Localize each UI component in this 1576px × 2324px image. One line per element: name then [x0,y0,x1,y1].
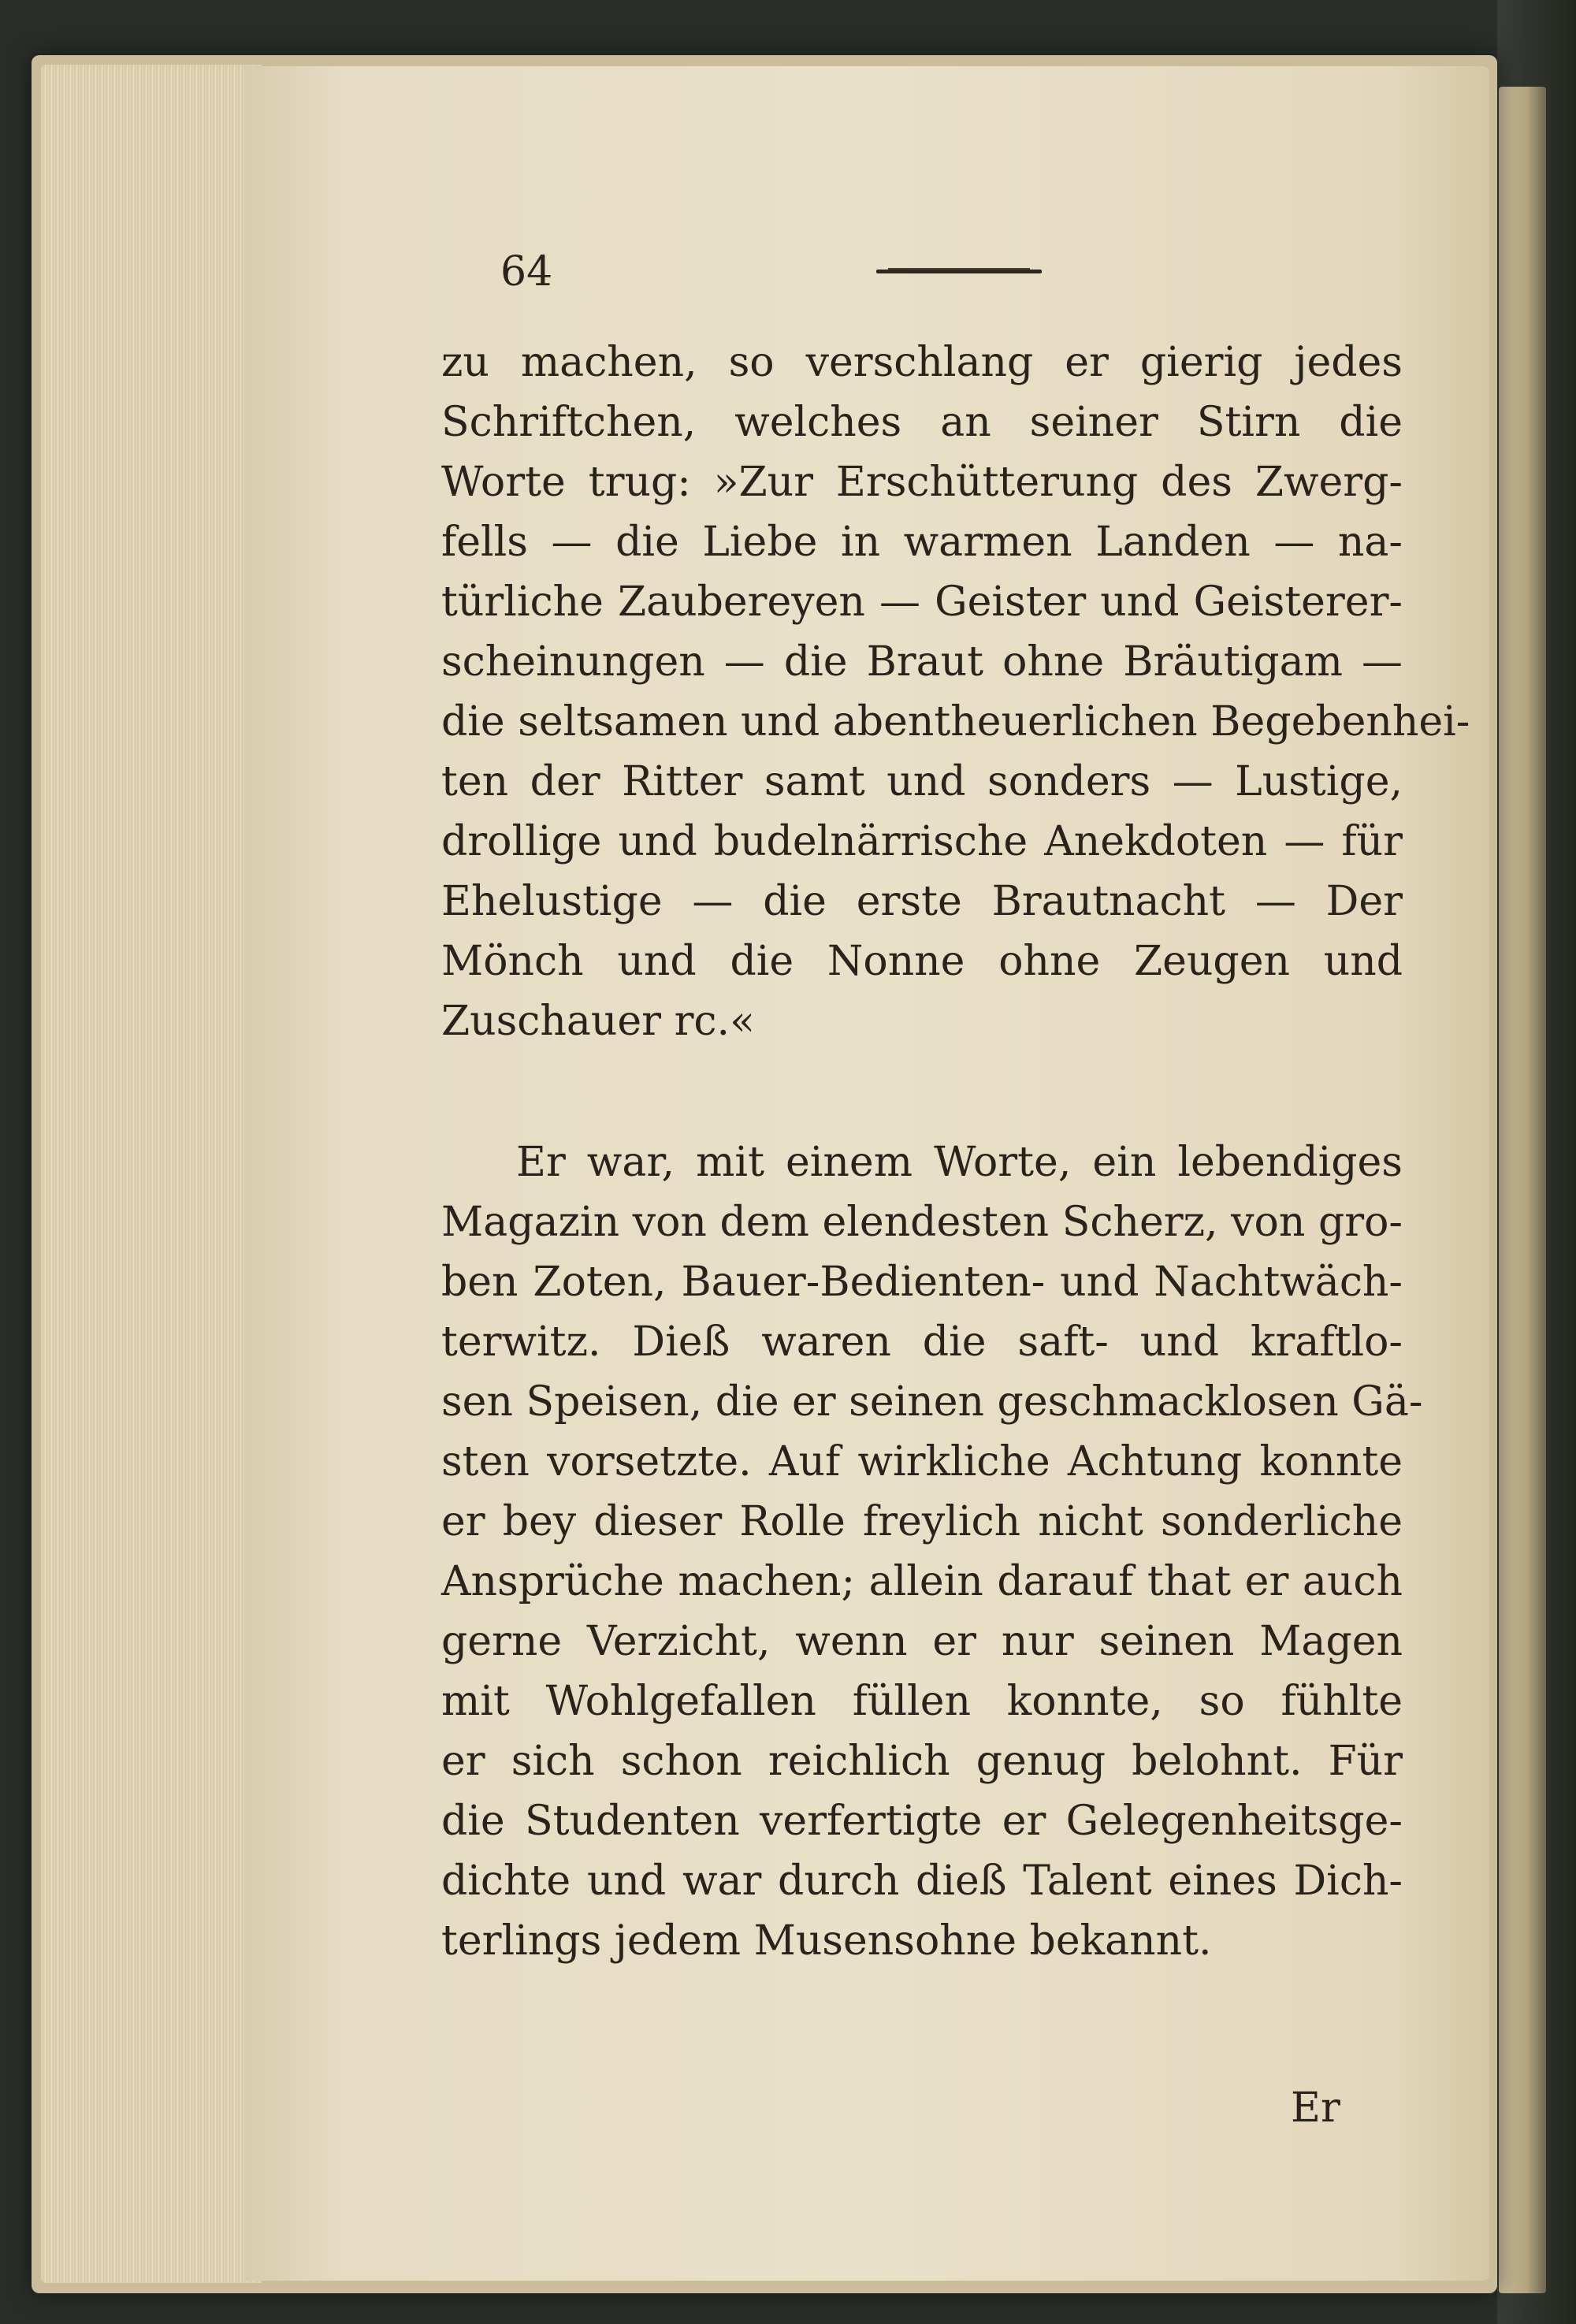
text-line: ben Zoten, Bauer-Bedienten- und Nachtwäch- [441,1259,1403,1306]
text-line: türliche Zaubereyen — Geister und Geisterer- [441,578,1403,626]
text-line: Ehelustige — die erste Brautnacht — Der [441,878,1403,925]
text-line: die seltsamen und abentheuerlichen Begebenhei- [441,698,1470,746]
text-line: die Studenten verfertigte er Gelegenheitsge- [441,1798,1403,1845]
text-line: Er war, mit einem Worte, ein lebendiges [516,1139,1403,1186]
text-line: ten der Ritter samt und sonders — Lustige, [441,758,1403,805]
text-line: fells — die Liebe in warmen Landen — na- [441,519,1403,566]
text-line: er sich schon reichlich genug belohnt. Für [441,1738,1403,1785]
header-ornament-rule [876,267,1042,277]
text-line: Mönch und die Nonne ohne Zeugen und [441,938,1403,985]
text-line: er bey dieser Rolle freylich nicht sonderliche [441,1498,1403,1545]
facing-page-edge [1499,87,1546,2293]
text-line: sen Speisen, die er seinen geschmacklosen Gä- [441,1378,1423,1426]
text-line: Schriftchen, welches an seiner Stirn die [441,399,1403,446]
text-line: Zuschauer rc.« [441,998,755,1045]
catchword: Er [1291,2084,1340,2132]
text-line: Worte trug: »Zur Erschütterung des Zwerg- [441,459,1403,506]
text-line: Ansprüche machen; allein darauf that er auch [441,1558,1403,1605]
text-line: scheinungen — die Braut ohne Bräutigam — [441,638,1403,686]
text-line: terlings jedem Musensohne bekannt. [441,1917,1212,1965]
text-line: Magazin von dem elendesten Scherz, von gro- [441,1199,1403,1246]
text-line: sten vorsetzte. Auf wirkliche Achtung konnte [441,1438,1403,1486]
text-line: zu machen, so verschlang er gierig jedes [441,339,1403,386]
text-line: mit Wohlgefallen füllen konnte, so fühlte [441,1678,1403,1725]
text-line: gerne Verzicht, wenn er nur seinen Magen [441,1618,1403,1665]
text-line: terwitz. Dieß waren die saft- und kraftlo- [441,1318,1403,1366]
text-line: drollige und budelnärrische Anekdoten — für [441,818,1403,865]
text-line: dichte und war durch dieß Talent eines Dich- [441,1857,1403,1905]
page-number: 64 [500,248,553,296]
page-edges [41,65,262,2283]
